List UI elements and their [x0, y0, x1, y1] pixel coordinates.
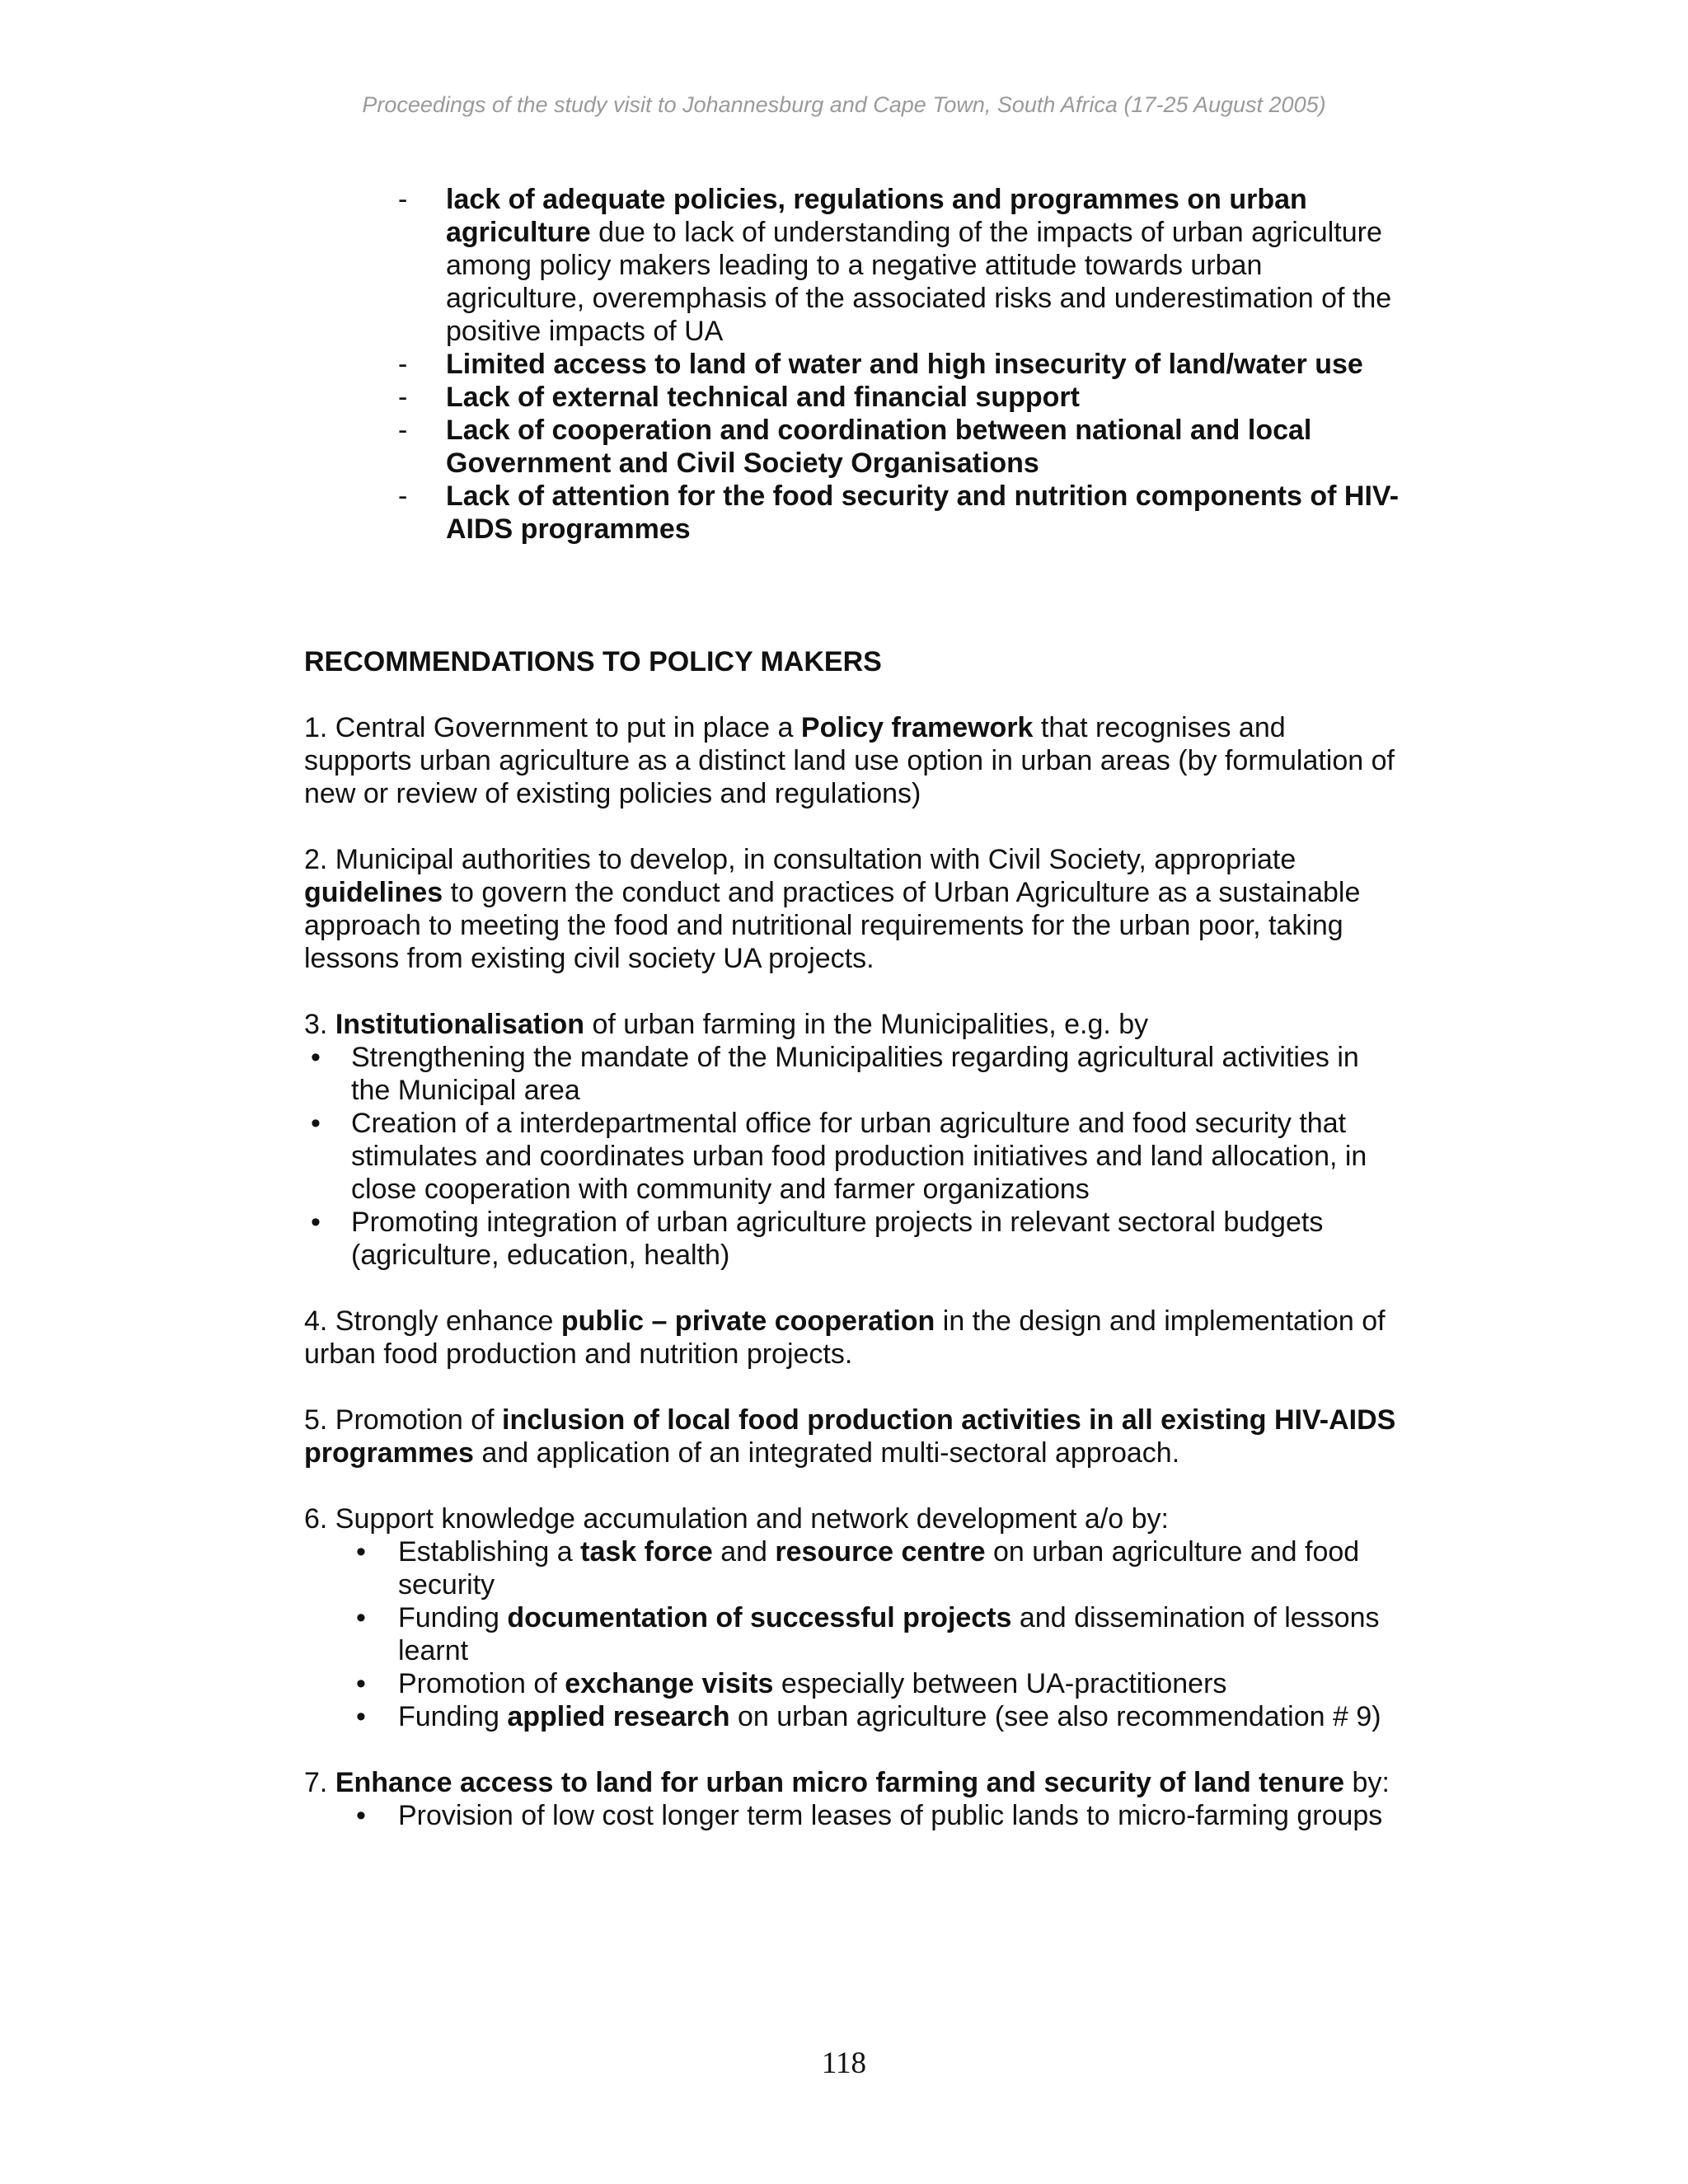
bullet-icon: •	[356, 1668, 366, 1699]
bullet-icon: •	[356, 1602, 366, 1633]
list-item: - lack of adequate policies, regulations and programmes on urban agriculture due to lack of understanding of the impacts of urban agriculture among policy makers leading to a negative attitude towards urban agriculture, overemphasis of the associated risks and underestimation of the positive impacts of UA	[398, 184, 1392, 347]
list-item: • Funding applied research on urban agriculture (see also recommendation # 9)	[356, 1701, 1381, 1732]
recommendation-7: 7. Enhance access to land for urban micro farming and security of land tenure by:	[304, 1767, 1390, 1798]
list-item: • Funding documentation of successful projects and dissemination of lessons learnt	[356, 1602, 1380, 1666]
bullet-icon: •	[311, 1042, 321, 1073]
list-item: - Lack of external technical and financial support	[398, 382, 1080, 413]
bullet-icon: •	[356, 1800, 366, 1831]
list-item: - Lack of cooperation and coordination between national and local Government and Civil Society Organisations	[398, 415, 1312, 479]
constraints-list	[304, 183, 1400, 546]
list-item: • Establishing a task force and resource centre on urban agriculture and food security	[356, 1536, 1360, 1601]
recommendation-7-list	[304, 1799, 1400, 1832]
recommendation-1: 1. Central Government to put in place a Policy framework that recognises and supports urban agriculture as a distinct land use option in urban areas (by formulation of new or review of existing policies and regulations)	[304, 712, 1395, 809]
list-item: - Limited access to land of water and high insecurity of land/water use	[398, 349, 1363, 380]
recommendation-2: 2. Municipal authorities to develop, in consultation with Civil Society, appropriate guidelines to govern the conduct and practices of Urban Agriculture as a sustainable approach to meeting the food and nutritional requirements for the urban poor, taking lessons from existing civil society UA projects.	[304, 844, 1361, 974]
bullet-icon: •	[356, 1701, 366, 1732]
list-item: • Promoting integration of urban agriculture projects in relevant sectoral budgets (agriculture, education, health)	[311, 1207, 1324, 1271]
recommendation-5: 5. Promotion of inclusion of local food production activities in all existing HIV-AIDS programmes and application of an integrated multi-sectoral approach.	[304, 1404, 1396, 1469]
bullet-icon: •	[311, 1207, 321, 1238]
list-item: • Provision of low cost longer term leases of public lands to micro-farming groups	[356, 1800, 1383, 1831]
section-heading: RECOMMENDATIONS TO POLICY MAKERS	[304, 646, 882, 677]
bullet-icon: •	[356, 1536, 366, 1568]
recommendation-3: 3. Institutionalisation of urban farming in the Municipalities, e.g. by	[304, 1009, 1149, 1040]
bullet-icon: •	[311, 1108, 321, 1139]
page-header: Proceedings of the study visit to Johannesburg and Cape Town, South Africa (17-25 August 2005)	[362, 92, 1326, 117]
list-item: • Creation of a interdepartmental office for urban agriculture and food security that stimulates and coordinates urban food production initiatives and land allocation, in close cooperation with community and farmer organizations	[311, 1108, 1367, 1205]
list-item: • Strengthening the mandate of the Municipalities regarding agricultural activities in the Municipal area	[311, 1042, 1359, 1106]
document-body	[304, 183, 1400, 1832]
recommendation-6-list	[304, 1535, 1400, 1733]
page-number: 118	[821, 2046, 867, 2080]
list-item: - Lack of attention for the food security and nutrition components of HIV-AIDS programmes	[398, 480, 1400, 545]
list-item: • Promotion of exchange visits especially between UA-practitioners	[356, 1668, 1227, 1699]
recommendation-4: 4. Strongly enhance public – private cooperation in the design and implementation of urban food production and nutrition projects.	[304, 1305, 1386, 1370]
recommendation-6: 6. Support knowledge accumulation and network development a/o by:	[304, 1503, 1169, 1535]
recommendation-3-list	[304, 1041, 1400, 1272]
